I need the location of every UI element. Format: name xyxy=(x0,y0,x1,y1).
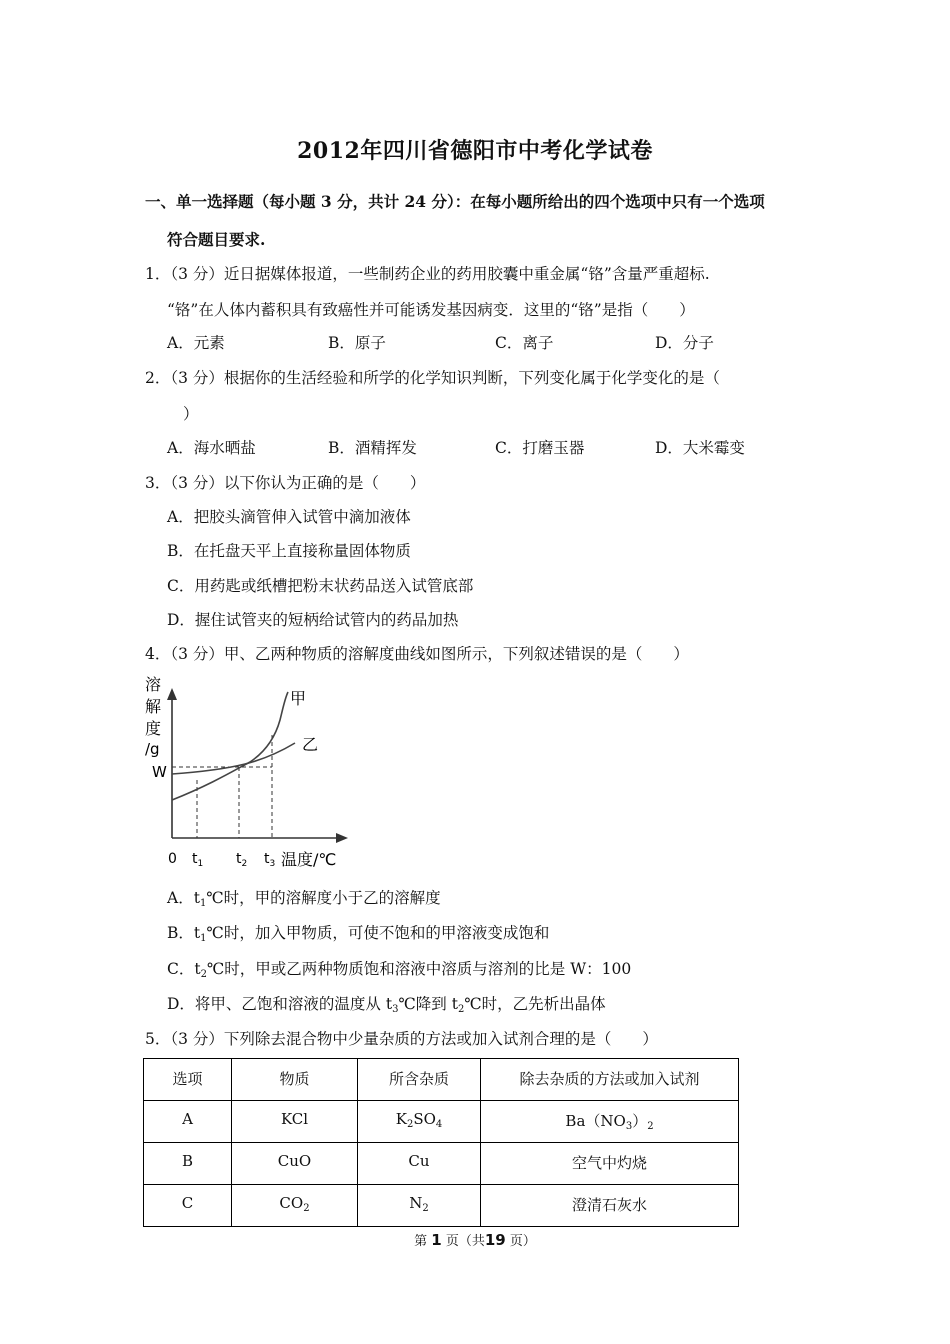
origin-label: 0 xyxy=(168,851,177,867)
y-axis-label-4: /g xyxy=(145,740,160,758)
table-header-row xyxy=(144,1059,739,1101)
curve-jia-label: 甲 xyxy=(290,689,307,708)
q4-option-a: A．$t_1℃$时，甲的溶解度小于乙的溶解度 xyxy=(167,889,441,909)
q5-stem: 5．（3 分）下列除去混合物中少量杂质的方法或加入试剂合理的是（ ） xyxy=(145,1030,658,1048)
y-axis-label-3: 度 xyxy=(145,719,162,738)
q2-option-b: B．酒精挥发 xyxy=(328,439,417,457)
q5-table xyxy=(143,1058,739,1227)
q2-option-c: C．打磨玉器 xyxy=(495,439,585,457)
q3-option-d: D．握住试管夹的短柄给试管内的药品加热 xyxy=(167,611,459,629)
table-cell: $CO_2$ xyxy=(232,1185,358,1227)
page-total: 19 xyxy=(484,1231,506,1249)
header-cell: 物质 xyxy=(232,1059,358,1101)
q4-option-c: C．$t_2℃$时，甲或乙两种物质饱和溶液中溶质与溶剂的比是 W：100 xyxy=(167,960,632,980)
q1-option-b: B．原子 xyxy=(328,334,386,352)
q1-option-c: C．离子 xyxy=(495,334,554,352)
table-cell: CuO xyxy=(232,1143,358,1185)
y-axis-label-1: 溶 xyxy=(145,675,162,694)
q1-stem: 1．（3 分）近日据媒体报道，一些制药企业的药用胶囊中重金属“铬”含量严重超标. xyxy=(145,265,710,283)
table-cell: $N_2$ xyxy=(358,1185,481,1227)
page-footer: 第 1 页（共19 页） xyxy=(414,1231,536,1249)
y-axis-label-2: 解 xyxy=(145,697,162,716)
table-cell: 空气中灼烧 xyxy=(481,1143,739,1185)
t3-label: $t_3$ xyxy=(264,851,276,869)
q2-option-d: D．大米霉变 xyxy=(655,439,745,457)
x-axis-label: 温度/℃ xyxy=(281,850,337,869)
q2-option-a: A．海水晒盐 xyxy=(167,439,256,457)
q1-option-d: D．分子 xyxy=(655,334,714,352)
table-row xyxy=(144,1185,739,1227)
table-row xyxy=(144,1101,739,1143)
curve-jia xyxy=(172,692,288,800)
section-heading-cont: 符合题目要求. xyxy=(167,230,266,249)
table-row xyxy=(144,1143,739,1185)
solubility-curve-figure xyxy=(140,670,370,875)
header-cell: 选项 xyxy=(144,1059,232,1101)
t2-label: $t_2$ xyxy=(236,851,248,869)
table-cell: A xyxy=(144,1101,232,1143)
header-cell: 除去杂质的方法或加入试剂 xyxy=(481,1059,739,1101)
header-cell: 所含杂质 xyxy=(358,1059,481,1101)
q4-option-b: B．$t_1℃$时，加入甲物质，可使不饱和的甲溶液变成饱和 xyxy=(167,924,550,944)
page-title: 2012年四川省德阳市中考化学试卷 xyxy=(297,138,653,164)
x-axis-arrow xyxy=(336,833,348,843)
q3-option-b: B．在托盘天平上直接称量固体物质 xyxy=(167,542,411,560)
y-axis-arrow xyxy=(167,688,177,700)
q1-stem-cont: “铬”在人体内蓄积具有致癌性并可能诱发基因病变．这里的“铬”是指（ ） xyxy=(167,301,695,319)
q4-option-d: D．将甲、乙饱和溶液的温度从 $t_3℃$降到 $t_2℃$时，乙先析出晶体 xyxy=(167,995,606,1015)
section-heading: 一、单一选择题（每小题 3 分，共计 24 分）：在每小题所给出的四个选项中只有一个选项 xyxy=(145,192,765,211)
table-cell: $K_2SO_4$ xyxy=(358,1101,481,1143)
table-cell: C xyxy=(144,1185,232,1227)
q3-option-a: A．把胶头滴管伸入试管中滴加液体 xyxy=(167,508,411,526)
q3-option-c: C．用药匙或纸槽把粉末状药品送入试管底部 xyxy=(167,577,474,595)
q4-stem: 4．（3 分）甲、乙两种物质的溶解度曲线如图所示，下列叙述错误的是（ ） xyxy=(145,645,689,663)
curve-yi-label: 乙 xyxy=(302,735,319,754)
t1-label: $t_1$ xyxy=(192,851,204,869)
q3-stem: 3．（3 分）以下你认为正确的是（ ） xyxy=(145,474,426,492)
q2-stem: 2．（3 分）根据你的生活经验和所学的化学知识判断，下列变化属于化学变化的是（ xyxy=(145,369,720,387)
w-label: W xyxy=(152,763,167,781)
page-number: 1 xyxy=(431,1231,442,1249)
table-cell: $Ba(NO_3)_2$ xyxy=(481,1101,739,1143)
table-cell: Cu xyxy=(358,1143,481,1185)
q2-stem-cont: ） xyxy=(183,405,199,423)
table-cell: B xyxy=(144,1143,232,1185)
table-cell: 澄清石灰水 xyxy=(481,1185,739,1227)
table-cell: KCl xyxy=(232,1101,358,1143)
q1-option-a: A．元素 xyxy=(167,334,225,352)
curve-yi xyxy=(172,743,295,774)
